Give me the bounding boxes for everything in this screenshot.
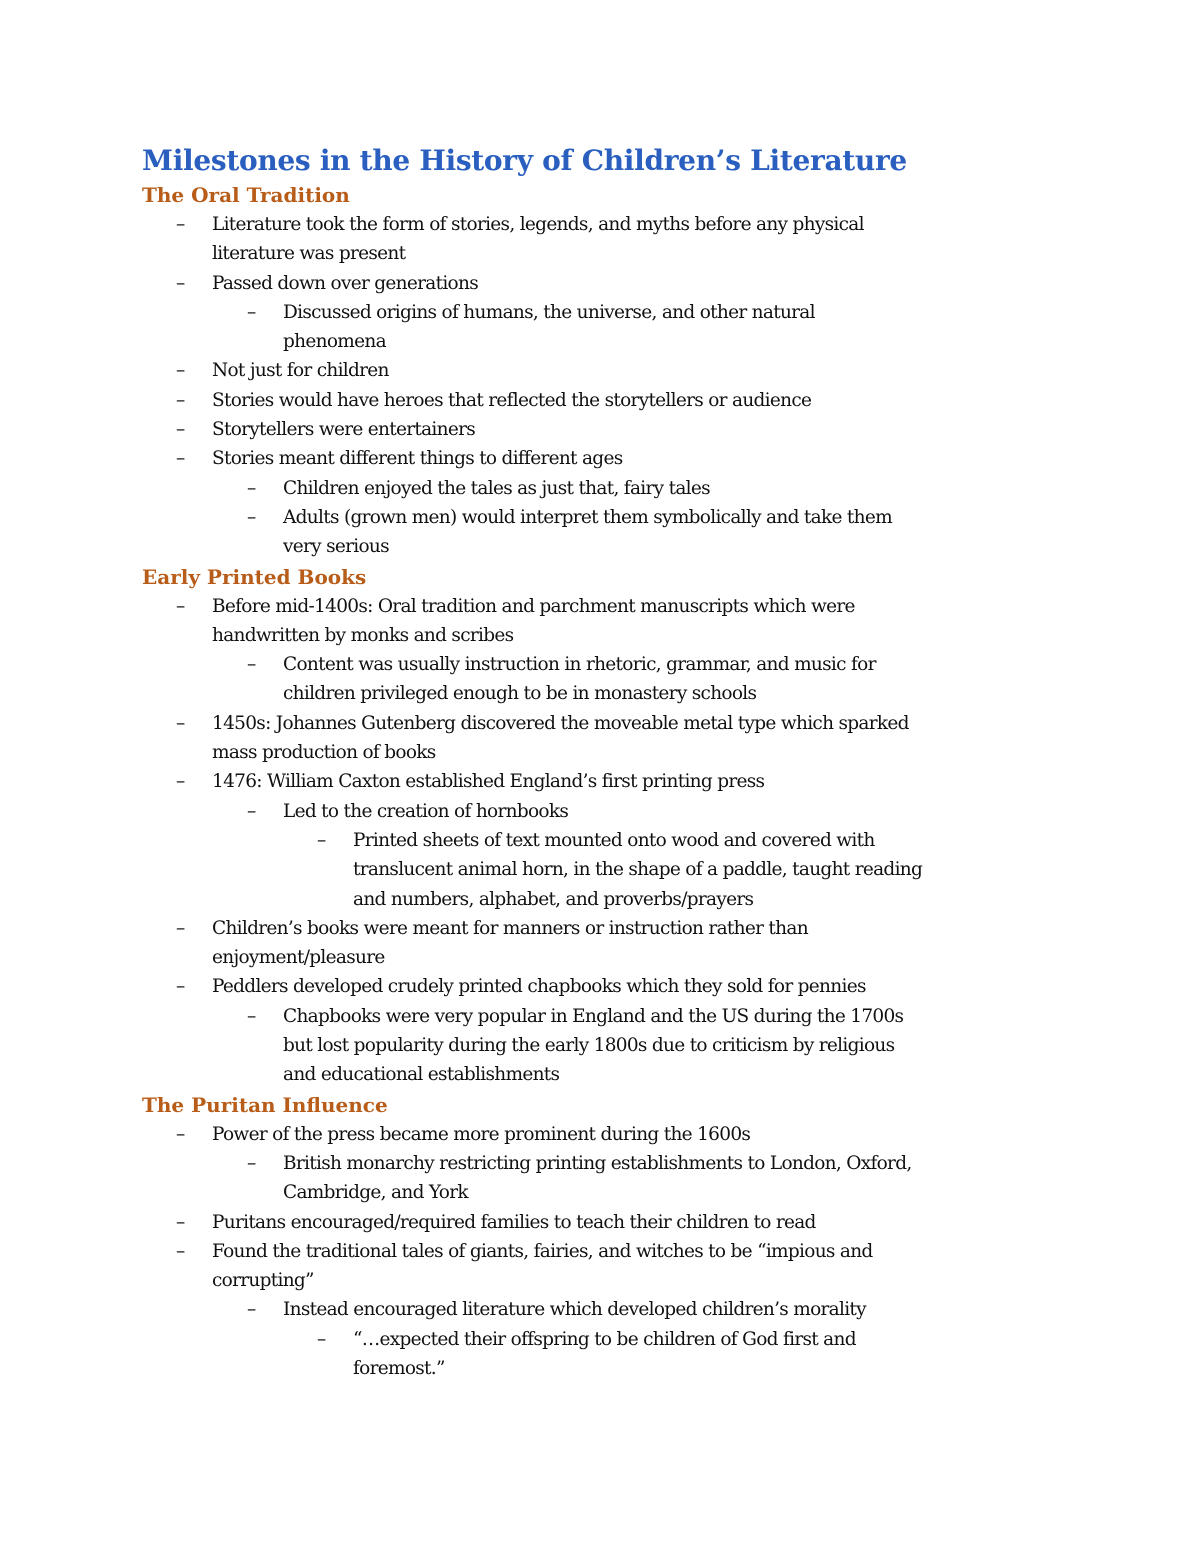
list-item-text: Storytellers were entertainers xyxy=(212,419,476,441)
bullet-dash: – xyxy=(247,800,256,822)
list-item-text: Children enjoyed the tales as just that, fairy tales xyxy=(283,477,710,499)
bullet-list xyxy=(142,592,1062,1090)
list-item-text: Puritans encouraged/required families to teach their children to read xyxy=(212,1211,816,1233)
list-item xyxy=(176,914,1062,973)
bullet-dash: – xyxy=(317,829,326,851)
list-item-text: Power of the press became more prominent during the 1600s xyxy=(212,1123,751,1145)
bullet-list xyxy=(142,210,1062,562)
list-item xyxy=(247,797,1062,826)
list-item xyxy=(247,503,1062,562)
list-item-text: 1450s: Johannes Gutenberg discovered the moveable metal type which sparked mass production of books xyxy=(212,712,909,764)
list-item xyxy=(176,444,1062,473)
list-item-text: Children’s books were meant for manners or instruction rather than enjoyment/pleasure xyxy=(212,917,808,969)
bullet-dash: – xyxy=(247,477,256,499)
list-item-text: “…expected their offspring to be children of God first and foremost.” xyxy=(353,1328,856,1379)
list-item-text: Peddlers developed crudely printed chapbooks which they sold for pennies xyxy=(212,976,866,998)
list-item-text: Passed down over generations xyxy=(212,272,479,294)
list-item-text: Found the traditional tales of giants, fairies, and witches to be “impious and corrupting” xyxy=(212,1240,873,1292)
bullet-dash: – xyxy=(176,771,185,793)
bullet-dash: – xyxy=(176,976,185,998)
list-item xyxy=(176,269,1062,298)
bullet-dash: – xyxy=(176,917,185,939)
list-item xyxy=(247,298,1062,357)
bullet-dash: – xyxy=(176,1211,185,1233)
list-item-text: Adults (grown men) would interpret them symbolically and take them very serious xyxy=(283,506,892,558)
list-item-text: Literature took the form of stories, legends, and myths before any physical literature was present xyxy=(212,214,864,265)
list-item-text: Content was usually instruction in rhetoric, grammar, and music for children privileged enough to be in monastery schools xyxy=(283,654,876,705)
section-heading: The Oral Tradition xyxy=(142,183,350,207)
list-item xyxy=(247,474,1062,503)
list-item xyxy=(317,826,1062,914)
bullet-dash: – xyxy=(176,214,185,235)
list-item xyxy=(176,386,1062,415)
bullet-dash: – xyxy=(176,1240,185,1262)
section-heading: The Puritan Influence xyxy=(142,1092,388,1117)
list-item xyxy=(176,210,1062,269)
list-item-text: Not just for children xyxy=(212,360,389,382)
list-item xyxy=(176,972,1062,1001)
list-item-text: British monarchy restricting printing establishments to London, Oxford, Cambridge, and York xyxy=(283,1152,912,1204)
bullet-dash: – xyxy=(176,272,185,294)
sections-container xyxy=(142,180,1062,1383)
bullet-list xyxy=(142,1120,1062,1384)
section-2 xyxy=(142,562,1062,1090)
bullet-dash: – xyxy=(176,389,185,411)
bullet-dash: – xyxy=(176,712,185,734)
section-1 xyxy=(142,180,1062,562)
list-item xyxy=(317,1325,1062,1384)
section-3 xyxy=(142,1090,1062,1384)
bullet-dash: – xyxy=(176,1123,185,1145)
list-item xyxy=(176,592,1062,651)
bullet-dash: – xyxy=(176,419,185,441)
bullet-dash: – xyxy=(247,654,256,676)
list-item-text: Led to the creation of hornbooks xyxy=(283,800,569,822)
list-item xyxy=(247,650,1062,709)
list-item xyxy=(247,1149,1062,1208)
list-item-text: Stories would have heroes that reflected the storytellers or audience xyxy=(212,389,812,411)
bullet-dash: – xyxy=(176,360,185,382)
list-item-text: Before mid-1400s: Oral tradition and parchment manuscripts which were handwritten by monks and scribes xyxy=(212,595,855,646)
section-heading: Early Printed Books xyxy=(142,564,367,589)
document-title: Milestones in the History of Children’s Literature xyxy=(142,144,907,177)
list-item xyxy=(176,709,1062,768)
list-item xyxy=(247,1002,1062,1090)
list-item xyxy=(176,1208,1062,1237)
bullet-dash: – xyxy=(247,1299,256,1321)
bullet-dash: – xyxy=(247,1152,256,1174)
list-item xyxy=(176,356,1062,385)
list-item-text: Stories meant different things to different ages xyxy=(212,448,623,470)
list-item xyxy=(176,767,1062,796)
bullet-dash: – xyxy=(247,301,256,323)
list-item-text: Discussed origins of humans, the universe, and other natural phenomena xyxy=(283,301,815,353)
list-item xyxy=(247,1295,1062,1324)
list-item-text: Printed sheets of text mounted onto wood and covered with translucent animal horn, in the shape of a paddle, taught reading and numbers, alphabet, and proverbs/prayers xyxy=(353,829,923,910)
bullet-dash: – xyxy=(176,595,185,617)
bullet-dash: – xyxy=(317,1328,326,1350)
list-item xyxy=(176,1120,1062,1149)
list-item-text: Chapbooks were very popular in England and the US during the 1700s but lost popularity during the early 1800s due to criticism by religious and educational establishments xyxy=(283,1005,904,1086)
bullet-dash: – xyxy=(247,1005,256,1027)
document-content xyxy=(142,142,1062,1383)
bullet-dash: – xyxy=(247,506,256,528)
list-item-text: Instead encouraged literature which developed children’s morality xyxy=(283,1299,866,1321)
list-item xyxy=(176,1237,1062,1296)
list-item xyxy=(176,415,1062,444)
list-item-text: 1476: William Caxton established England’s first printing press xyxy=(212,771,765,793)
bullet-dash: – xyxy=(176,448,185,470)
